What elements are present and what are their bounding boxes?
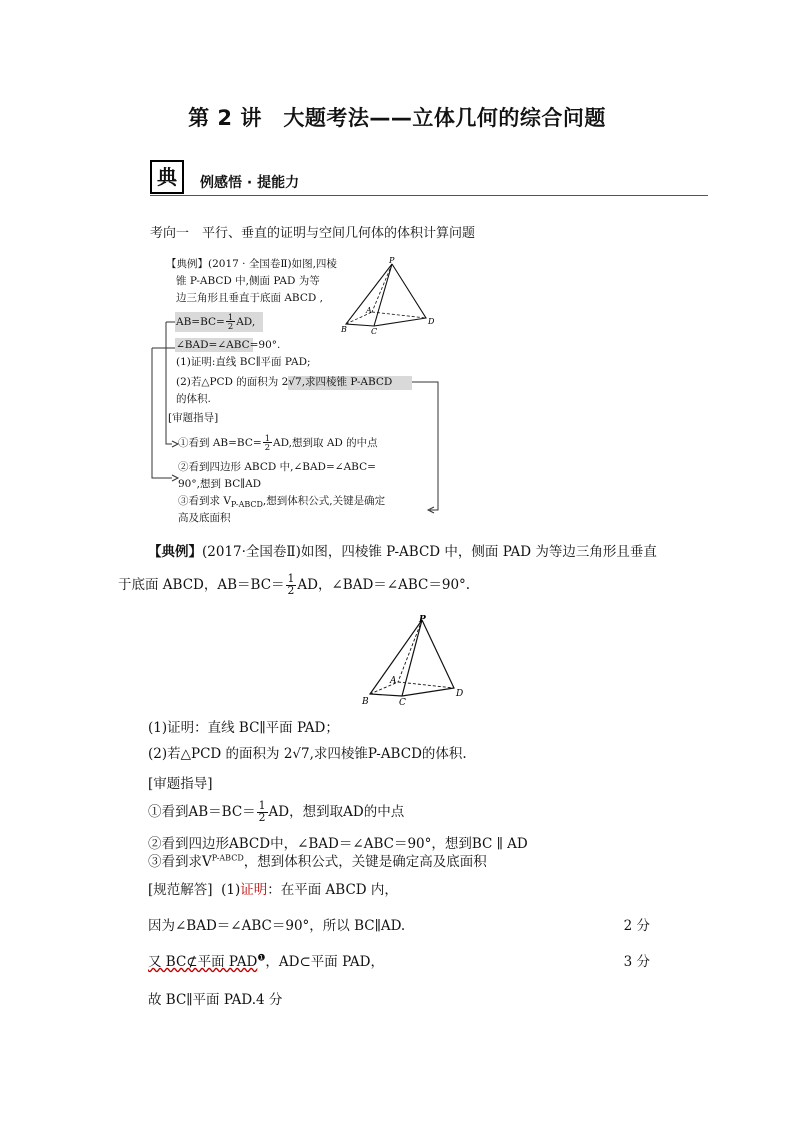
direction-heading: 考向一 平行、垂直的证明与空间几何体的体积计算问题 xyxy=(150,226,476,241)
label-d: D xyxy=(428,317,435,326)
score-1: 2 分 xyxy=(623,918,650,934)
pyramid-figure xyxy=(358,612,468,708)
section-badge: 典 xyxy=(150,160,184,194)
proof-label: 证明 xyxy=(240,882,268,898)
label-p: P xyxy=(389,256,395,265)
label-a: A xyxy=(390,676,397,686)
box-line: 边三角形且垂直于底面 ABCD , xyxy=(176,292,323,304)
box-line: (2)若△PCD 的面积为 2√7,求四棱锥 P-ABCD xyxy=(176,376,393,388)
section-divider xyxy=(150,195,708,196)
fraction: $\frac{1}{2}$ xyxy=(227,312,234,332)
box-line: (1)证明:直线 BC∥平面 PAD; xyxy=(176,356,311,368)
label-d: D xyxy=(456,689,464,699)
box-line: 【典例】(2017 · 全国卷Ⅱ)如图,四棱 xyxy=(166,258,337,270)
label-a: A xyxy=(366,306,372,315)
guide-item-3: ③看到求$V^{P-ABCD}$，想到体积公式，关键是确定高及底面积 xyxy=(148,853,487,870)
solution-step-3: 故 BC∥平面 PAD.4 分 xyxy=(148,992,283,1008)
pyramid-figure-small xyxy=(338,254,438,338)
label-b: B xyxy=(362,697,369,707)
example-label: 【典例】 xyxy=(148,544,202,560)
question-2: (2)若△PCD 的面积为 2√7,求四棱锥P-ABCD的体积. xyxy=(148,746,467,762)
box-line: ∠BAD=∠ABC=90°. xyxy=(176,339,281,351)
section-title: 例感悟 · 提能力 xyxy=(200,175,300,191)
page-title: 第 2 讲 大题考法——立体几何的综合问题 xyxy=(188,106,606,130)
solution-head: [规范解答] (1)证明：在平面 ABCD 内， xyxy=(148,882,398,898)
guide-title: [审题指导] xyxy=(148,776,213,792)
box-line: ③看到求 $V_{P-ABCD}$,想到体积公式,关键是确定 xyxy=(178,495,386,510)
fraction: $\frac{1}{2}$ xyxy=(258,799,266,824)
note-mark: ❶ xyxy=(257,953,266,964)
score-2: 3 分 xyxy=(623,954,650,970)
box-line: AB=BC= $\frac{1}{2}$ AD, xyxy=(176,312,256,332)
solution-step-2: 又 BC⊄平面 $PAD^❶$，AD⊂平面 PAD， xyxy=(148,953,384,970)
box-line: 锥 P-ABCD 中,侧面 PAD 为等 xyxy=(176,275,320,287)
box-line: 的体积. xyxy=(176,393,211,405)
box-line: 90°,想到 BC∥AD xyxy=(178,478,262,490)
label-c: C xyxy=(371,327,378,336)
label-c: C xyxy=(399,698,406,708)
box-line: 高及底面积 xyxy=(178,512,231,524)
fraction: $\frac{1}{2}$ xyxy=(264,433,271,453)
box-line: ①看到 AB=BC= $\frac{1}{2}$ AD,想到取 AD 的中点 xyxy=(178,433,378,453)
label-p: P xyxy=(419,615,426,625)
guide-item-1: ①看到AB＝BC＝ $\frac{1}{2}$ AD，想到取AD的中点 xyxy=(148,799,405,824)
example-line-1: 【典例】(2017·全国卷Ⅱ)如图，四棱锥 P-ABCD 中，侧面 PAD 为等边三角形且垂直 xyxy=(148,544,657,560)
fraction: $\frac{1}{2}$ xyxy=(287,572,295,597)
label-b: B xyxy=(341,325,347,334)
solution-step-1: 因为∠BAD＝∠ABC＝90°，所以 BC∥AD. xyxy=(148,918,406,934)
guide-item-2: ②看到四边形ABCD中，∠BAD＝∠ABC＝90°，想到BC ∥ AD xyxy=(148,836,528,852)
box-line: ②看到四边形 ABCD 中,∠BAD=∠ABC= xyxy=(178,461,376,473)
example-line-2: 于底面 ABCD，AB＝BC＝ $\frac{1}{2}$ AD，∠BAD＝∠ABC＝90°. xyxy=(118,572,471,597)
box-guide-title: [审题指导] xyxy=(168,412,219,424)
question-1: (1)证明：直线 BC∥平面 PAD； xyxy=(148,720,339,736)
